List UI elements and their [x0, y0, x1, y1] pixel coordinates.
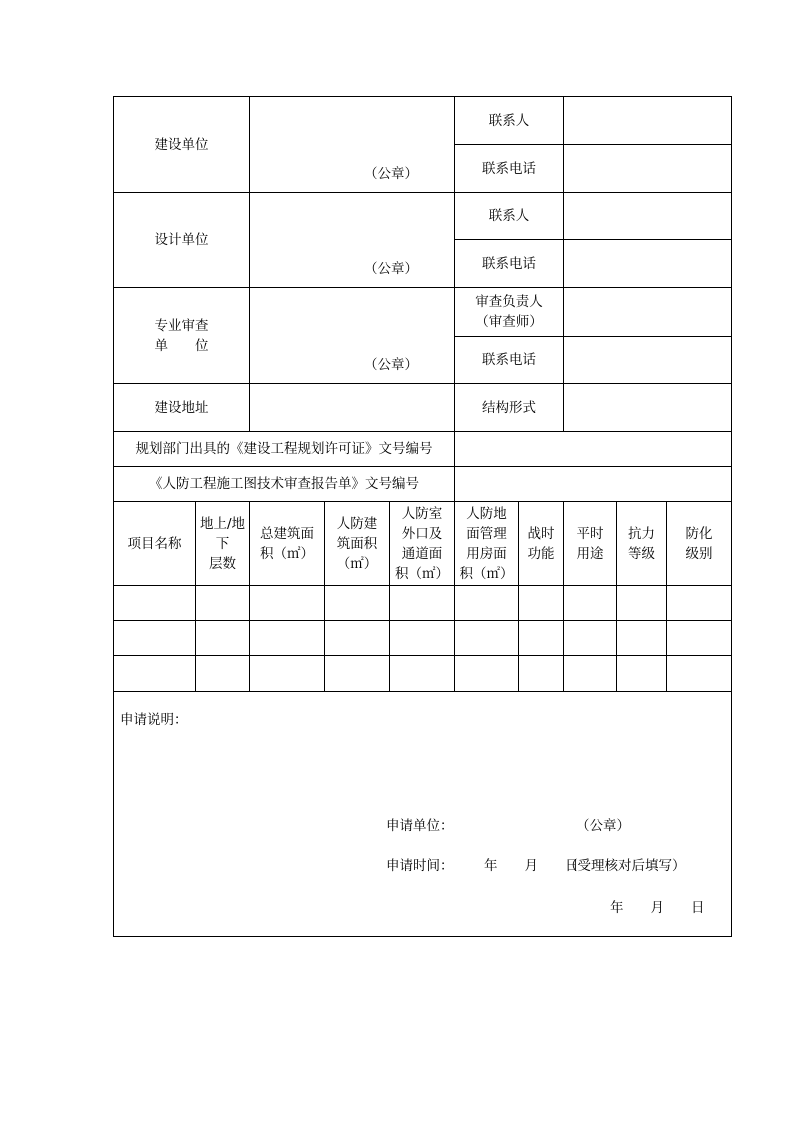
table-cell[interactable]: [617, 656, 667, 692]
table-cell[interactable]: [617, 586, 667, 621]
construction-contact-label: 联系人: [455, 97, 564, 145]
report-number-field[interactable]: [455, 467, 732, 502]
table-cell[interactable]: [250, 621, 325, 656]
report-number-label: 《人防工程施工图技术审查报告单》文号编号: [114, 467, 455, 502]
header-chemical-level: 防化 级别: [667, 502, 732, 586]
application-date-fields: 年 月 日: [484, 858, 579, 874]
header-project-name: 项目名称: [114, 502, 196, 586]
permit-number-field[interactable]: [455, 432, 732, 467]
table-cell[interactable]: [196, 656, 250, 692]
table-cell[interactable]: [196, 621, 250, 656]
table-cell[interactable]: [519, 656, 564, 692]
table-cell[interactable]: [667, 621, 732, 656]
review-phone-field[interactable]: [564, 336, 732, 384]
design-seal: （公章）: [364, 261, 419, 277]
construction-unit-field[interactable]: [250, 97, 455, 193]
address-label: 建设地址: [114, 384, 250, 432]
design-contact-label: 联系人: [455, 193, 564, 240]
review-phone-label: 联系电话: [455, 336, 564, 384]
review-responsible-label: 审查负责人 （审查师）: [455, 288, 564, 337]
table-cell[interactable]: [114, 586, 196, 621]
header-civil-defense-area: 人防建 筑面积 （㎡）: [325, 502, 390, 586]
table-row: [114, 656, 732, 692]
table-cell[interactable]: [114, 656, 196, 692]
table-cell[interactable]: [667, 656, 732, 692]
header-exit-area: 人防室 外口及 通道面 积（㎡）: [390, 502, 455, 586]
table-cell[interactable]: [519, 621, 564, 656]
header-resistance-level: 抗力 等级: [617, 502, 667, 586]
table-cell[interactable]: [564, 656, 617, 692]
project-table-header: [114, 502, 732, 586]
acceptance-date-fields: 年 月 日: [610, 900, 705, 916]
table-cell[interactable]: [325, 586, 390, 621]
review-seal: （公章）: [364, 357, 419, 373]
header-peacetime-use: 平时 用途: [564, 502, 617, 586]
structure-label: 结构形式: [455, 384, 564, 432]
application-notes-field[interactable]: [114, 692, 732, 937]
design-unit-field[interactable]: [250, 193, 455, 288]
table-cell[interactable]: [564, 621, 617, 656]
construction-contact-field[interactable]: [564, 97, 732, 145]
table-cell[interactable]: [250, 586, 325, 621]
review-unit-field[interactable]: [250, 288, 455, 384]
application-form-table: [113, 96, 732, 937]
table-cell[interactable]: [250, 656, 325, 692]
table-cell[interactable]: [455, 586, 519, 621]
review-unit-label: 专业审查 单 位: [114, 288, 250, 384]
construction-phone-field[interactable]: [564, 145, 732, 193]
table-cell[interactable]: [325, 621, 390, 656]
table-cell[interactable]: [390, 656, 455, 692]
application-date-note: （受理核对后填写）: [564, 858, 686, 874]
table-cell[interactable]: [390, 586, 455, 621]
permit-number-label: 规划部门出具的《建设工程规划许可证》文号编号: [114, 432, 455, 467]
table-cell[interactable]: [519, 586, 564, 621]
table-cell[interactable]: [455, 621, 519, 656]
design-contact-field[interactable]: [564, 193, 732, 240]
address-field[interactable]: [250, 384, 455, 432]
applicant-seal: （公章）: [576, 818, 630, 834]
table-cell[interactable]: [196, 586, 250, 621]
table-cell[interactable]: [114, 621, 196, 656]
table-cell[interactable]: [455, 656, 519, 692]
application-time-label: 申请时间：: [386, 858, 454, 874]
construction-seal: （公章）: [364, 166, 419, 182]
design-phone-label: 联系电话: [455, 240, 564, 288]
table-row: [114, 621, 732, 656]
table-cell[interactable]: [325, 656, 390, 692]
table-cell[interactable]: [667, 586, 732, 621]
header-management-area: 人防地 面管理 用房面 积（㎡）: [455, 502, 519, 586]
table-cell[interactable]: [564, 586, 617, 621]
header-total-area: 总建筑面 积（㎡）: [250, 502, 325, 586]
construction-unit-label: 建设单位: [114, 97, 250, 193]
header-floors: 地上/地 下 层数: [196, 502, 250, 586]
construction-phone-label: 联系电话: [455, 145, 564, 193]
table-row: [114, 586, 732, 621]
review-responsible-field[interactable]: [564, 288, 732, 337]
table-cell[interactable]: [617, 621, 667, 656]
design-phone-field[interactable]: [564, 240, 732, 288]
applicant-unit-label: 申请单位：: [386, 818, 454, 834]
application-notes-title: 申请说明：: [120, 712, 188, 728]
table-cell[interactable]: [390, 621, 455, 656]
design-unit-label: 设计单位: [114, 193, 250, 288]
structure-field[interactable]: [564, 384, 732, 432]
header-wartime-function: 战时 功能: [519, 502, 564, 586]
